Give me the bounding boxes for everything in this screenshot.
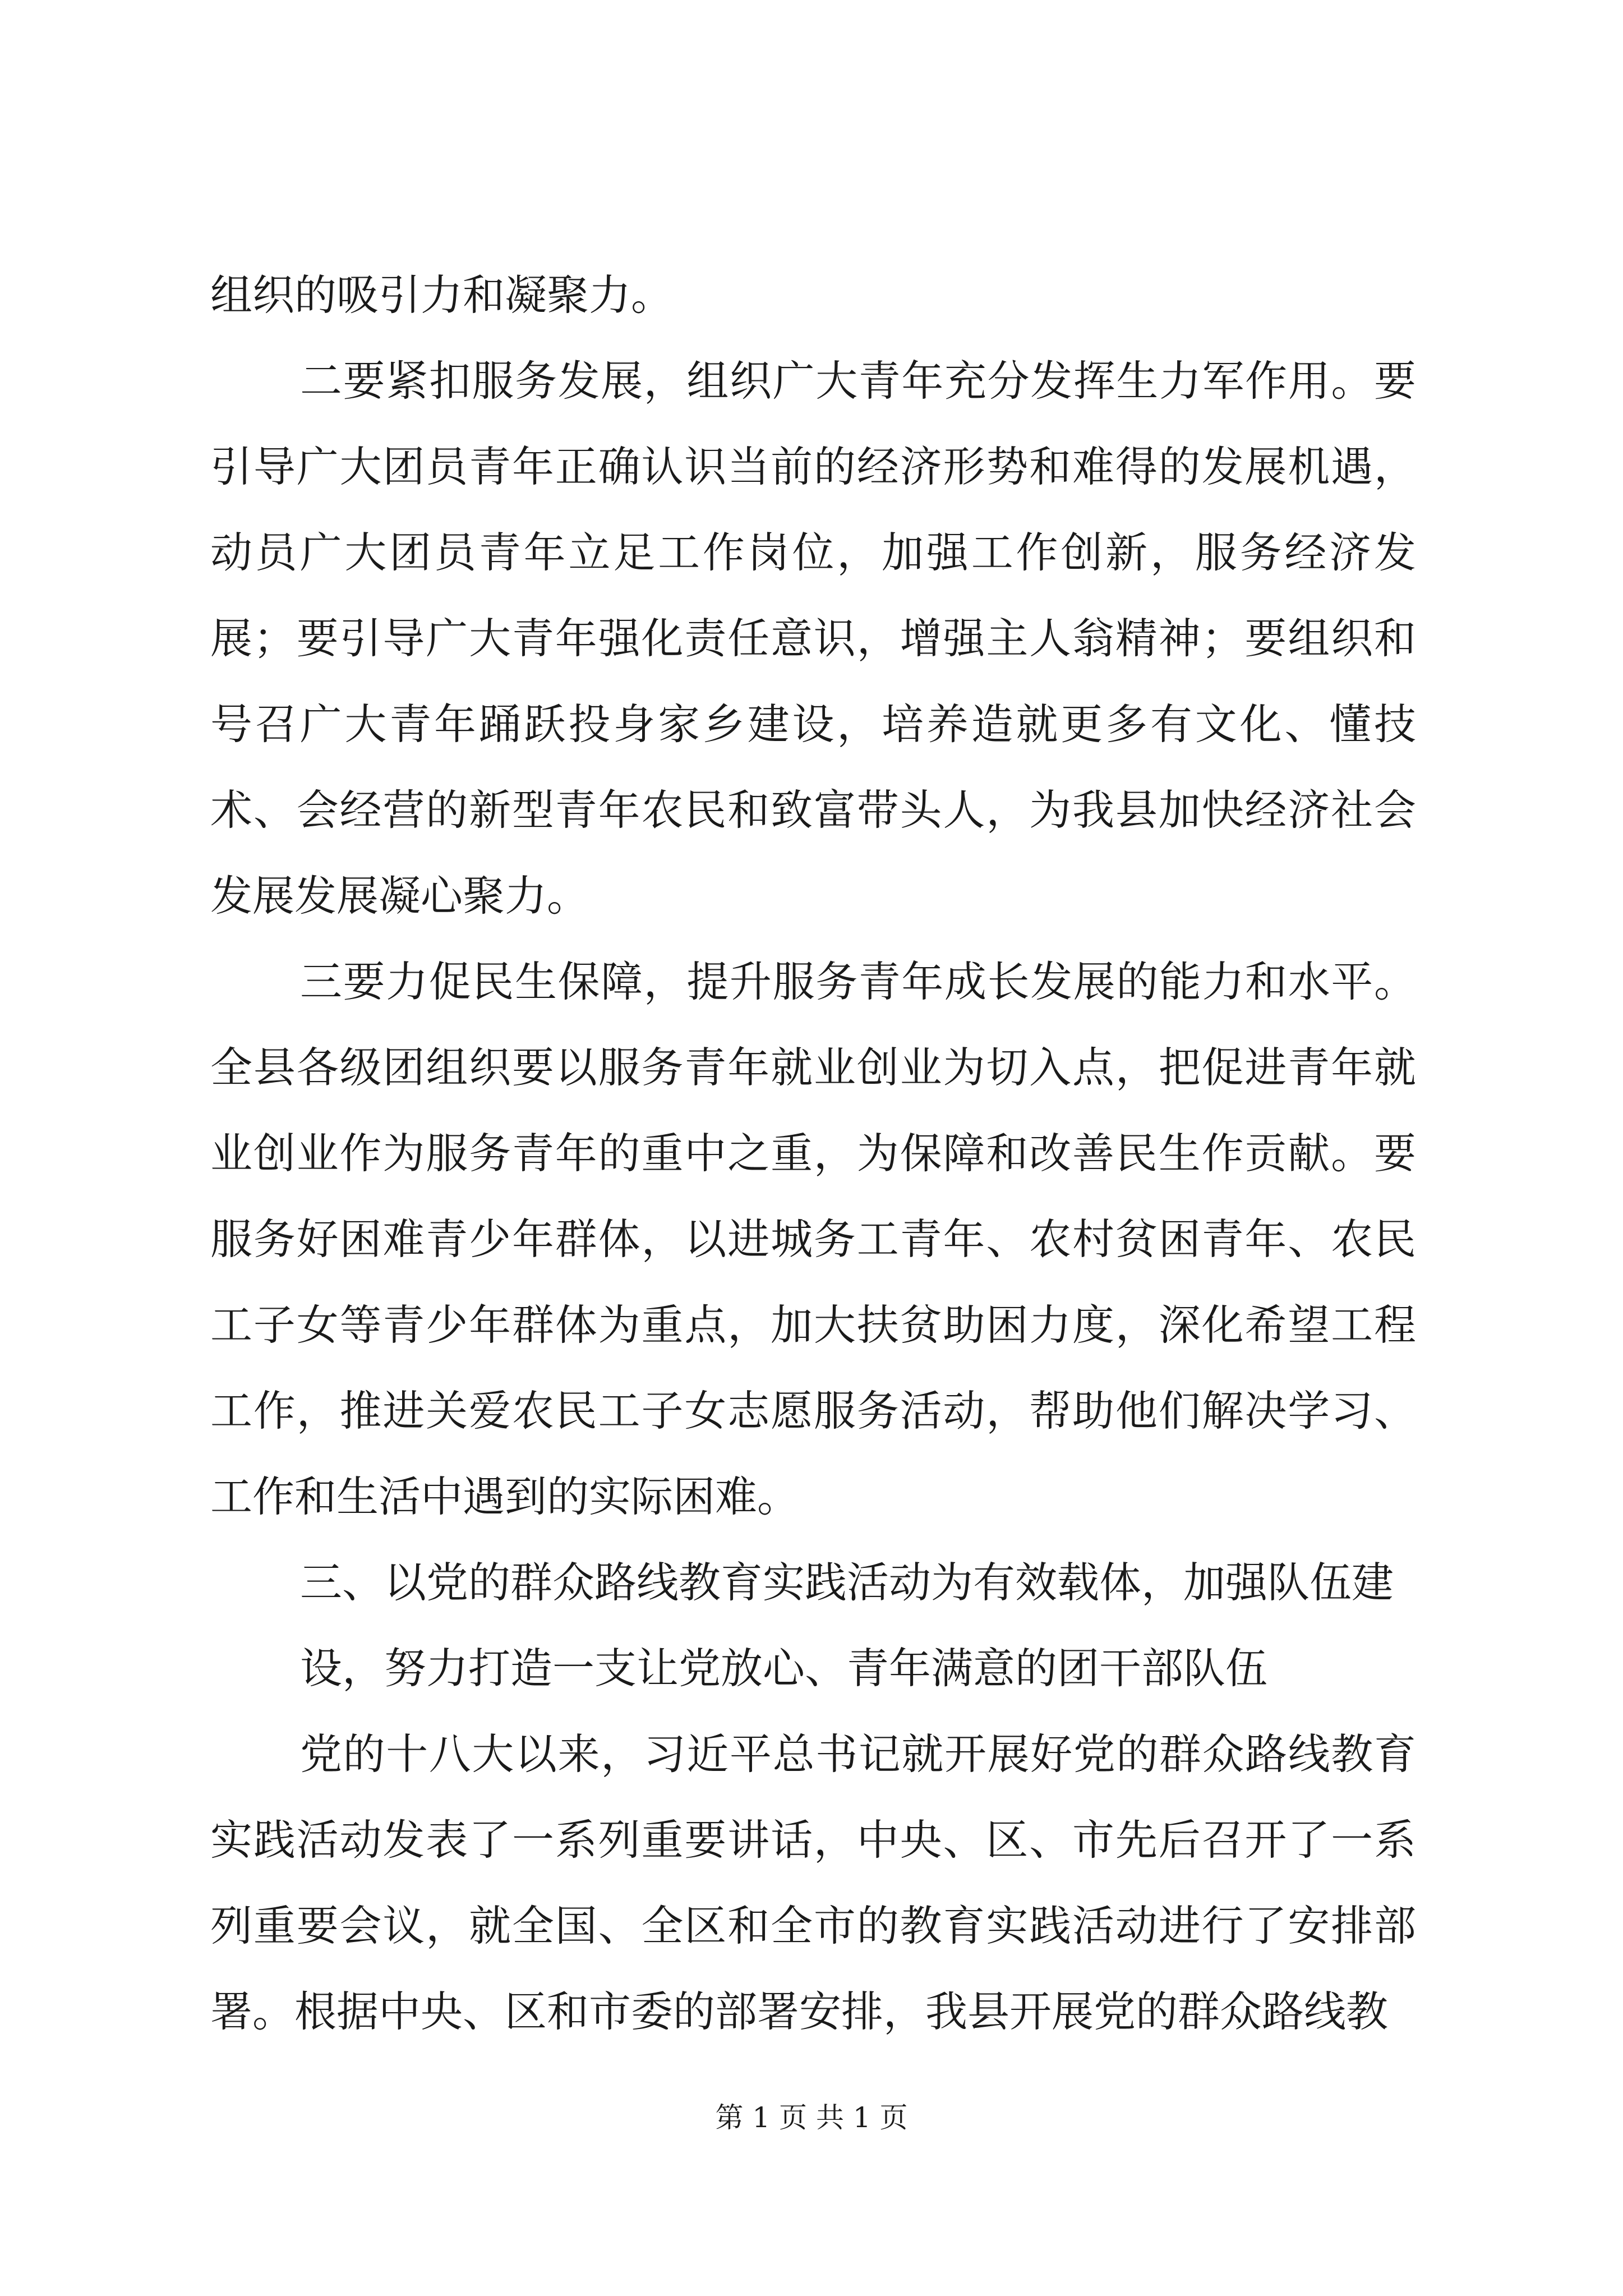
page-footer: 第 1 页 共 1 页 <box>715 2101 908 2134</box>
paragraph-continuation: 组织的吸引力和凝聚力。 <box>210 270 674 320</box>
paragraph-livelihood: 三要力促民生保障，提升服务青年成长发展的能力和水平。全县各级团组织要以服务青年就业创业为切入点，把促进青年就业创业作为服务青年的重中之重，为保障和改善民生作贡献。要服务好困难青少年群体，以进城务工青年、农村贫困青年、农民工子女等青少年群体为重点，加大扶贫助困力度，深化希望工程工作，推进关爱农民工子女志愿服务活动，帮助他们解决学习、工作和生活中遇到的实际困难。 <box>210 957 1416 1521</box>
paragraph-party-line: 党的十八大以来，习近平总书记就开展好党的群众路线教育实践活动发表了一系列重要讲话，中央、区、市先后召开了一系列重要会议，就全国、全区和全市的教育实践活动进行了安排部署。根据中央、区和市委的部署安排，我县开展党的群众路线教 <box>210 1729 1416 2036</box>
document-body <box>210 252 1416 2055</box>
section-heading: 三、以党的群众路线教育实践活动为有效载体，加强队伍建设，努力打造一支让党放心、青年满意的团干部队伍 <box>300 1558 1394 1693</box>
paragraph-service-development: 二要紧扣服务发展，组织广大青年充分发挥生力军作用。要引导广大团员青年正确认识当前的经济形势和难得的发展机遇，动员广大团员青年立足工作岗位，加强工作创新，服务经济发展；要引导广大青年强化责任意识，增强主人翁精神；要组织和号召广大青年踊跃投身家乡建设，培养造就更多有文化、懂技术、会经营的新型青年农民和致富带头人，为我县加快经济社会发展发展凝心聚力。 <box>210 356 1416 921</box>
